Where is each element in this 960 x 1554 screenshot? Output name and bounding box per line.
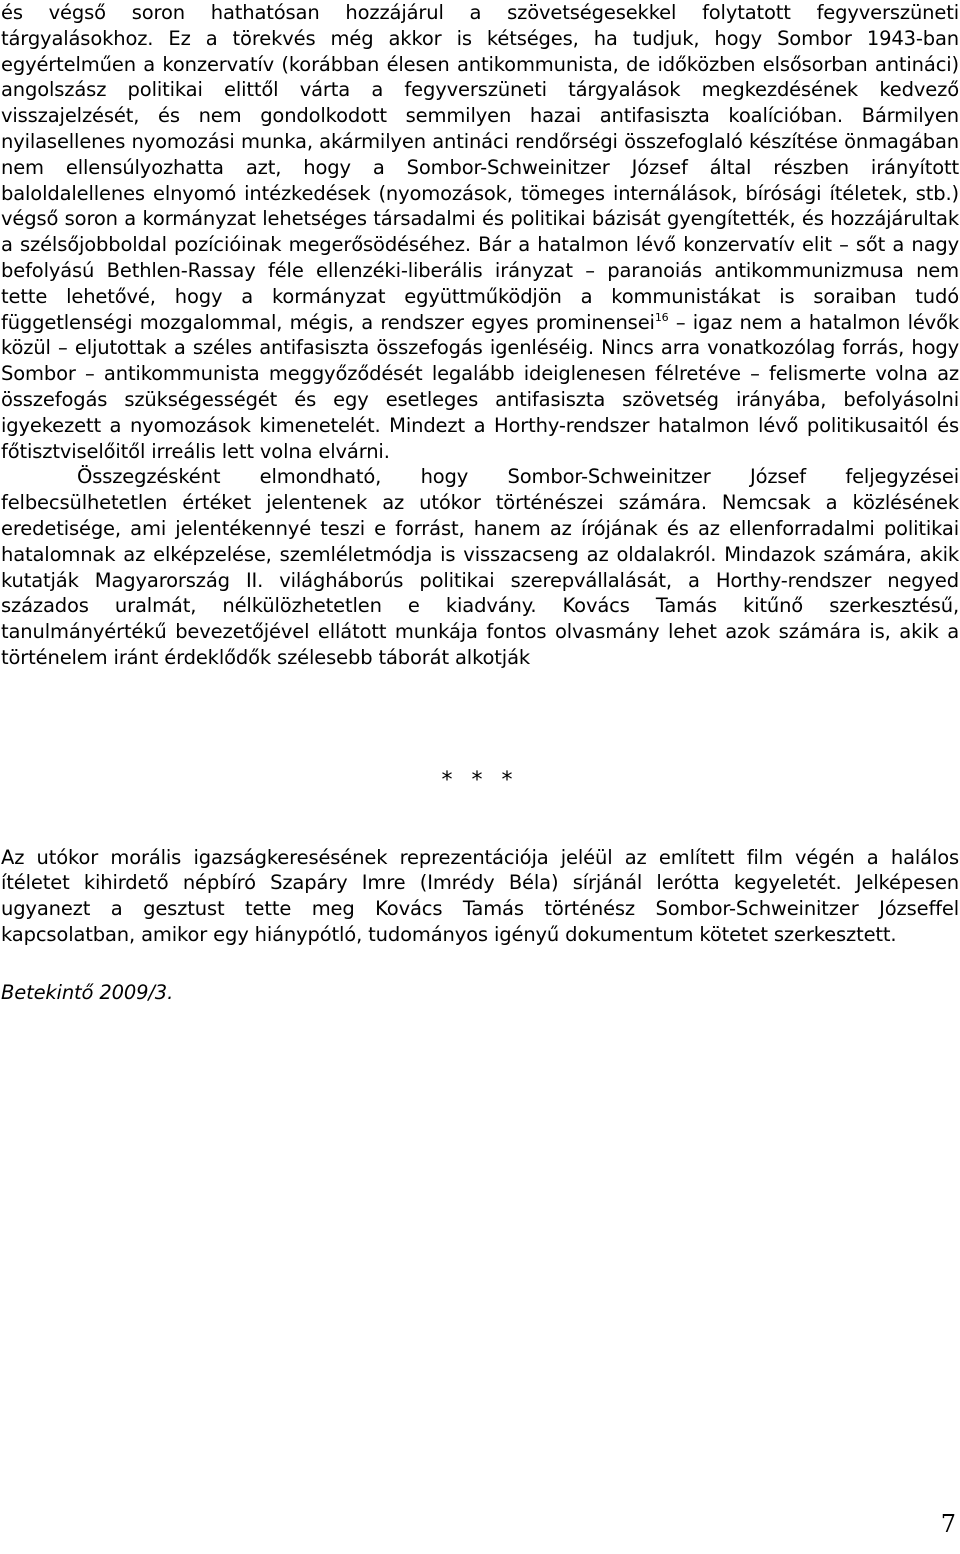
paragraph-1 [1,0,959,464]
body-text [1,0,959,671]
section-separator: * * * [441,768,519,793]
paragraph-1-part-b: – igaz nem a hatalmon lévők közül – eljutottak a széles antifasiszta összefogás igenléséig. Nincs arra vonatkozólag forrás, hogy Sombor – antikommunista meggyőződését legalább ideiglenesen félretéve – felismerte volna az összefogás szükségességét és egy esetleges antifasiszta szövetség irányába, befolyásolni igyekezett a nyomozások kimenetelét. Mindezt a Horthy-rendszer hatalmon lévő politikusaitól és főtisztviselőitől irreális lett volna elvárni. [1,310,959,463]
source-citation: Betekintő 2009/3. [1,981,174,1004]
footnote-reference[interactable]: 16 [654,310,669,324]
paragraph-2: Összegzésként elmondható, hogy Sombor-Schweinitzer József feljegyzései felbecsülhetetlen értéket jelentenek az utókor történészei számára. Nemcsak a közlésének eredetisége, ami jelentékennyé teszi e forrást, hanem az írójának és az ellenforradalmi politikai hatalomnak az elképzelése, szemléletmódja is visszacseng az oldalakról. Mindazok számára, akik kutatják Magyarország II. világháborús politikai szerepvállalását, a Horthy-rendszer negyed százados uralmát, nélkülözhetetlen e kiadvány. Kovács Tamás kitűnő szerkesztésű, tanulmányértékű bevezetőjével ellátott munkája fontos olvasmány lehet azok számára is, akik a történelem iránt érdeklődők szélesebb táborát alkotják [1,465,959,669]
paragraph-1-part-a: és végső soron hathatósan hozzájárul a szövetségesekkel folytatott fegyverszüneti tárgyalásokhoz. Ez a törekvés még akkor is kétséges, ha tudjuk, hogy Sombor 1943-ban egyértelműen a konzervatív (korábban élesen antikommunista, de időközben elsősorban antináci) angolszász politikai elittől várta a fegyverszüneti tárgyalások megkezdésének kedvező visszajelzését, és nem gondolkodott semmilyen hazai antifasiszta koalícióban. Bármilyen nyilasellenes nyomozási munka, akármilyen antináci rendőrségi összefoglaló készítése önmagában nem ellensúlyozhatta azt, hogy a Sombor-Schweinitzer József által részben irányított baloldalellenes elnyomó intézkedések (nyomozások, tömeges internálások, bírósági ítéletek, stb.) végső soron a kormányzat lehetséges társadalmi és politikai bázisát gyengítették, és hozzájárultak a szélsőjobboldal pozícióinak megerősödéséhez. Bár a hatalmon lévő konzervatív elit – sőt a nagy befolyású Bethlen-Rassay féle ellenzéki-liberális irányzat – paranoiás antikommunizmusa nem tette lehetővé, hogy a kormányzat együttműködjön a kommunistákat is soraiban tudó függetlenségi mozgalommal, mégis, a rendszer egyes prominensei [1,1,959,334]
page-number: 7 [940,1510,956,1538]
closing-paragraph: Az utókor morális igazságkeresésének reprezentációja jeléül az említett film végén a halálos ítéletet kihirdető népbíró Szapáry Imre (Imrédy Béla) sírjánál lerótta kegyeletét. Jelképesen ugyanezt a gesztust tette meg Kovács Tamás történész Sombor-Schweinitzer Józseffel kapcsolatban, amikor egy hiánypótló, tudományos igényű dokumentum kötetet szerkesztett. [1,845,959,946]
